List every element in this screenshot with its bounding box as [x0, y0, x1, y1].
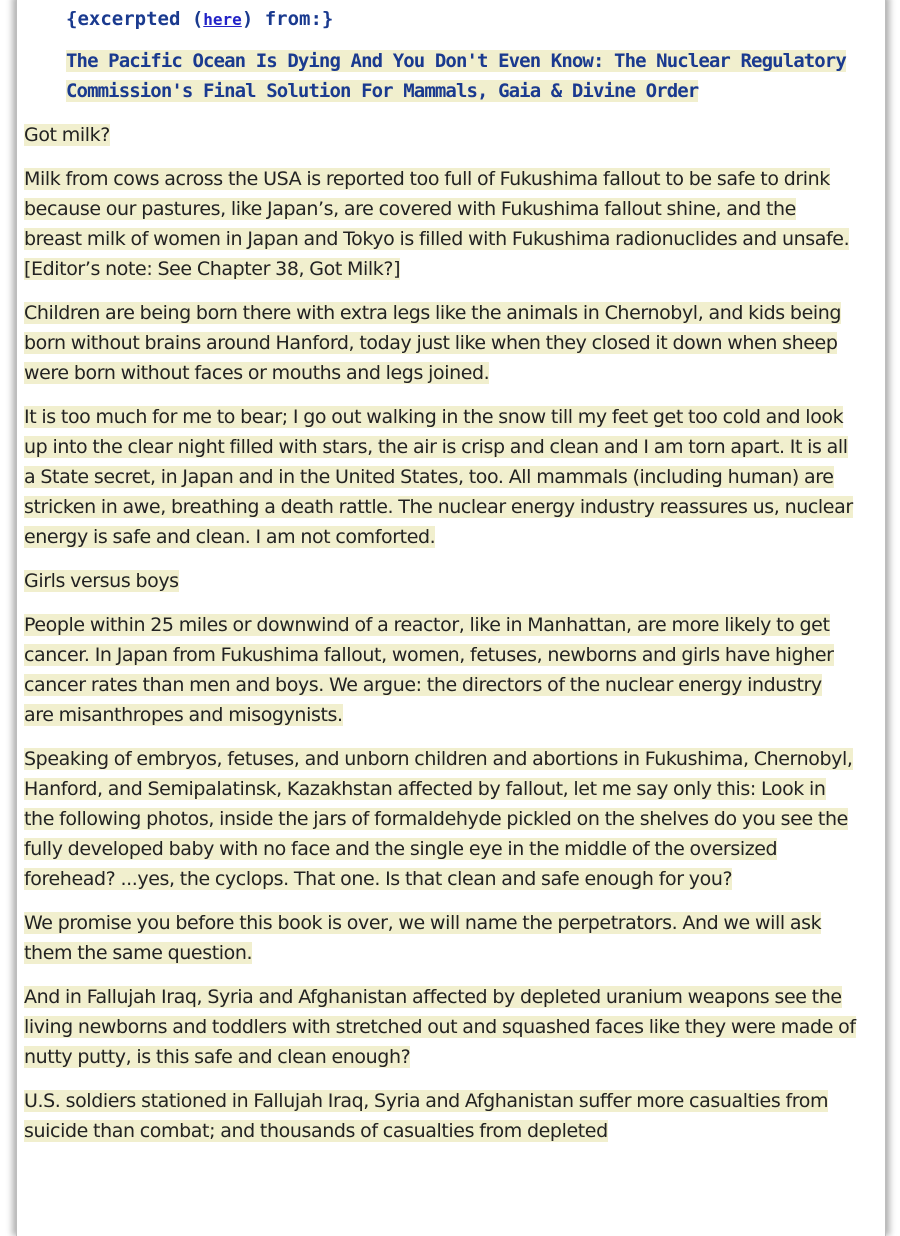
- paragraph: [24, 1086, 856, 1146]
- paragraph: [24, 744, 856, 894]
- paragraph: [24, 610, 856, 730]
- paragraph-text: Got milk?: [24, 124, 110, 146]
- excerpt-suffix: ) from:}: [241, 8, 334, 30]
- article-title: [66, 46, 856, 106]
- paragraph-text: U.S. soldiers stationed in Fallujah Iraq, Syria and Afghanistan suffer more casualties from suicide than combat; and thousands of casualties from depleted: [24, 1090, 829, 1142]
- article: [24, 0, 856, 1146]
- paragraph: [24, 908, 856, 968]
- paragraph-text: And in Fallujah Iraq, Syria and Afghanistan affected by depleted uranium weapons see the living newborns and toddlers with stretched out and squashed faces like they were made of nutty putty, is this safe and clean enough?: [24, 986, 856, 1068]
- article-title-text: The Pacific Ocean Is Dying And You Don't Even Know: The Nuclear Regulatory Commission's Final Solution For Mammals, Gaia & Divine Order: [66, 50, 846, 102]
- paragraph-text: Children are being born there with extra legs like the animals in Chernobyl, and kids being born without brains around Hanford, today just like when they closed it down when sheep were born without faces or mouths and legs joined.: [24, 302, 842, 384]
- paragraph: [24, 982, 856, 1072]
- paragraph-text: Speaking of embryos, fetuses, and unborn children and abortions in Fukushima, Chernobyl, Hanford, and Semipalatinsk, Kazakhstan affected by fallout, let me say only this: Look in the following photos, inside the jars of formaldehyde pickled on the shelves do you see the fully developed baby with no face and the single eye in the middle of the oversized forehead? ...yes, the cyclops. That one. Is that clean and safe enough for you?: [24, 748, 853, 890]
- paragraph-text: Milk from cows across the USA is reported too full of Fukushima fallout to be safe to drink because our pastures, like Japan’s, are covered with Fukushima fallout shine, and the breast milk of women in Japan and Tokyo is filled with Fukushima radionuclides and unsafe. [Editor’s note: See Chapter 38, Got Milk?]: [24, 168, 850, 280]
- excerpt-link[interactable]: here: [203, 10, 242, 29]
- paragraph-text: Girls versus boys: [24, 570, 179, 592]
- excerpt-line: [66, 4, 856, 34]
- paragraph: [24, 298, 856, 388]
- paragraph: [24, 120, 856, 150]
- excerpt-prefix: {excerpted (: [66, 8, 204, 30]
- paragraph: [24, 402, 856, 552]
- paragraph: [24, 566, 856, 596]
- paragraph-text: We promise you before this book is over, we will name the perpetrators. And we will ask them the same question.: [24, 912, 822, 964]
- paragraph: [24, 164, 856, 284]
- paragraph-text: It is too much for me to bear; I go out walking in the snow till my feet get too cold and look up into the clear night filled with stars, the air is crisp and clean and I am torn apart. It is all a State secret, in Japan and in the United States, too. All mammals (including human) are stricken in awe, breathing a death rattle. The nuclear energy industry reassures us, nuclear energy is safe and clean. I am not comforted.: [24, 406, 853, 548]
- paragraph-text: People within 25 miles or downwind of a reactor, like in Manhattan, are more likely to get cancer. In Japan from Fukushima fallout, women, fetuses, newborns and girls have higher cancer rates than men and boys. We argue: the directors of the nuclear energy industry are misanthropes and misogynists.: [24, 614, 834, 726]
